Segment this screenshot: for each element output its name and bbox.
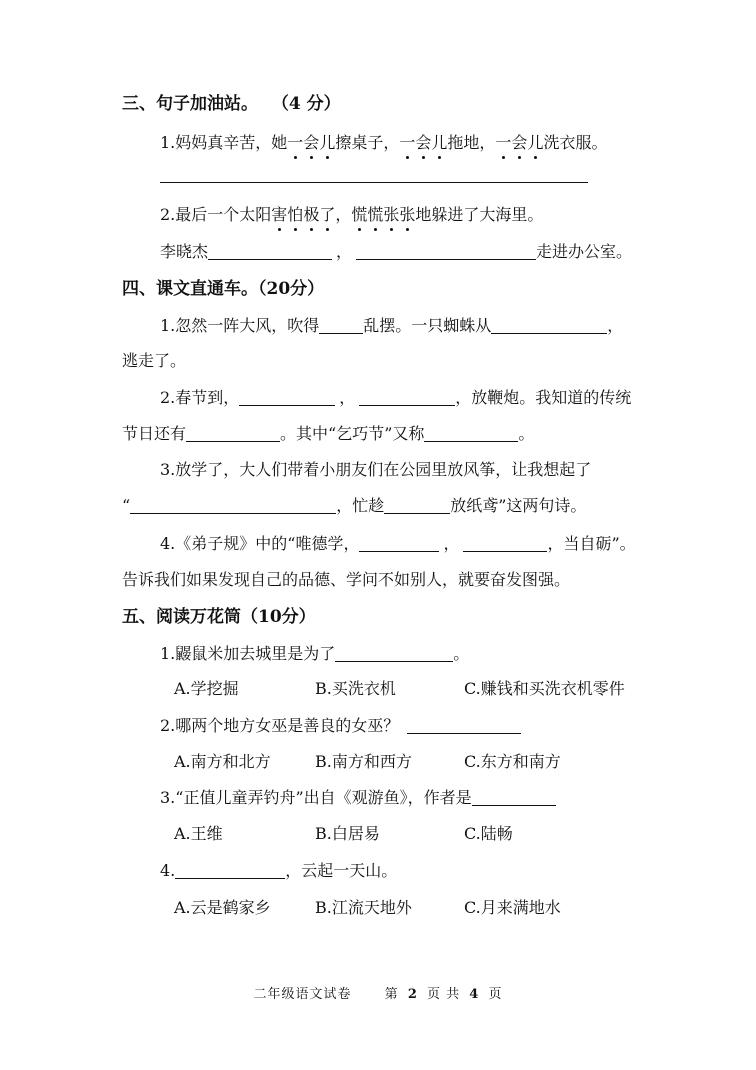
answer-line[interactable] — [160, 182, 588, 183]
question-text: 地躲进了大海里。 — [415, 205, 544, 224]
question-text: 李晓杰 — [160, 242, 209, 261]
emphasis-char: 会 — [303, 133, 320, 152]
question-text: 洗衣服。 — [543, 133, 608, 152]
question-5-2 — [160, 715, 521, 737]
emphasis-char: 张 — [383, 205, 400, 224]
answer-blank[interactable] — [208, 243, 332, 260]
dotted-word — [399, 133, 447, 152]
question-number: 2. — [160, 205, 176, 224]
question-text: ，当自砺”。 — [547, 534, 636, 553]
section-5-heading: 五、阅读万花筒（10分） — [122, 607, 316, 627]
option-5-2-c[interactable]: C.东方和南方 — [464, 752, 561, 771]
question-text: 擦桌子， — [335, 133, 400, 152]
question-text: ，放鞭炮。我知道的传统 — [455, 388, 632, 407]
section-3-score: （4 分） — [271, 94, 341, 114]
answer-blank[interactable] — [472, 789, 556, 806]
option-5-1-b[interactable]: B.买洗衣机 — [315, 679, 396, 698]
page-mid: 页 共 — [427, 987, 461, 1002]
option-5-4-a[interactable]: A.云是鹤家乡 — [174, 898, 271, 917]
question-text: 2.春节到， — [160, 388, 240, 407]
emphasis-char: 慌 — [367, 205, 384, 224]
option-5-3-b[interactable]: B.白居易 — [315, 824, 380, 843]
question-text: 。 — [518, 424, 535, 443]
option-5-3-a[interactable]: A.王维 — [174, 824, 223, 843]
emphasis-char: 慌 — [351, 205, 368, 224]
question-text: 走进办公室。 — [536, 242, 633, 261]
option-5-3-c[interactable]: C.陆畅 — [464, 824, 513, 843]
question-5-4 — [160, 860, 397, 882]
option-5-1-c[interactable]: C.赚钱和买洗衣机零件 — [464, 679, 625, 698]
answer-blank[interactable] — [130, 497, 336, 514]
question-text: 。其中“乞巧节”又称 — [280, 424, 425, 443]
answer-blank[interactable] — [407, 717, 521, 734]
emphasis-char: 儿 — [319, 133, 336, 152]
question-4-4-cont: 告诉我们如果发现自己的品德、学问不如别人，就要奋发图强。 — [122, 570, 571, 589]
answer-blank[interactable] — [463, 535, 547, 552]
question-4-2-cont — [122, 423, 534, 445]
emphasis-char: 张 — [399, 205, 416, 224]
page-total: 4 — [469, 987, 480, 1002]
emphasis-char: 儿 — [527, 133, 544, 152]
question-4-2 — [160, 387, 631, 409]
question-text: 2.哪两个地方女巫是善良的女巫？ — [160, 716, 400, 735]
answer-blank[interactable] — [359, 535, 439, 552]
question-4-1 — [160, 315, 623, 337]
section-4-heading: 四、课文直通车。（20分） — [122, 279, 325, 299]
option-5-4-c[interactable]: C.月来满地水 — [464, 898, 561, 917]
option-5-4-b[interactable]: B.江流天地外 — [315, 898, 412, 917]
question-text: 节日还有 — [122, 424, 187, 443]
question-3-2 — [160, 204, 543, 226]
answer-blank[interactable] — [491, 317, 607, 334]
question-number: 4. — [160, 861, 176, 880]
question-4-4 — [160, 533, 636, 555]
question-text: ，云起一天山。 — [285, 861, 398, 880]
question-text: 1.忽然一阵大风，吹得 — [160, 316, 320, 335]
question-text: 最后一个太阳 — [175, 205, 272, 224]
answer-blank[interactable] — [424, 425, 518, 442]
question-text: ， — [336, 242, 353, 261]
emphasis-char: 会 — [511, 133, 528, 152]
option-5-2-a[interactable]: A.南方和北方 — [174, 752, 271, 771]
option-5-2-b[interactable]: B.南方和西方 — [315, 752, 412, 771]
question-text: “ — [122, 496, 131, 515]
question-4-1-cont: 逃走了。 — [122, 351, 187, 370]
answer-blank[interactable] — [356, 243, 536, 260]
emphasis-char: 极 — [303, 205, 320, 224]
question-text: ， — [339, 388, 356, 407]
option-5-1-a[interactable]: A.学挖掘 — [174, 679, 239, 698]
emphasis-char: 了 — [319, 205, 336, 224]
page-number: 2 — [407, 987, 418, 1002]
question-text: 1.鼹鼠米加去城里是为了 — [160, 644, 336, 663]
dotted-word — [351, 205, 415, 224]
emphasis-char: 害 — [271, 205, 288, 224]
answer-blank[interactable] — [186, 425, 280, 442]
page-prefix: 第 — [384, 987, 399, 1002]
question-text: ， — [335, 205, 352, 224]
section-3-heading — [122, 93, 341, 115]
answer-blank[interactable] — [239, 389, 335, 406]
question-3-2-answer — [160, 241, 632, 263]
question-text: ， — [443, 534, 460, 553]
answer-blank[interactable] — [359, 389, 455, 406]
dotted-word — [287, 133, 335, 152]
answer-blank[interactable] — [175, 862, 285, 879]
answer-blank[interactable] — [335, 645, 453, 662]
emphasis-char: 一 — [399, 133, 416, 152]
emphasis-char: 儿 — [431, 133, 448, 152]
section-3-title: 三、句子加油站。 — [122, 94, 258, 114]
page-footer — [0, 983, 756, 1002]
answer-blank[interactable] — [319, 317, 363, 334]
answer-blank[interactable] — [384, 497, 450, 514]
question-3-1 — [160, 132, 607, 154]
question-text: 3.“正值儿童弄钓舟”出自《观游鱼》，作者是 — [160, 788, 472, 807]
emphasis-char: 怕 — [287, 205, 304, 224]
question-text: 妈妈真辛苦，她 — [175, 133, 288, 152]
question-4-3: 3.放学了，大人们带着小朋友们在公园里放风筝，让我想起了 — [160, 460, 592, 479]
question-text: ， — [607, 316, 624, 335]
question-text: 放纸鸢”这两句诗。 — [450, 496, 587, 515]
question-text: 。 — [453, 644, 470, 663]
exam-title: 二年级语文试卷 — [253, 987, 352, 1002]
question-5-3 — [160, 787, 556, 809]
question-4-3-cont — [122, 495, 586, 517]
emphasis-char: 一 — [287, 133, 304, 152]
dotted-word — [271, 205, 335, 224]
question-text: 乱摆。一只蜘蛛从 — [363, 316, 492, 335]
question-5-1 — [160, 643, 469, 665]
emphasis-char: 一 — [495, 133, 512, 152]
question-text: ，忙趁 — [336, 496, 385, 515]
dotted-word — [495, 133, 543, 152]
question-text: 拖地， — [447, 133, 496, 152]
page-suffix: 页 — [488, 987, 503, 1002]
question-number: 1. — [160, 133, 176, 152]
question-text: 4.《弟子规》中的“唯德学， — [160, 534, 360, 553]
emphasis-char: 会 — [415, 133, 432, 152]
